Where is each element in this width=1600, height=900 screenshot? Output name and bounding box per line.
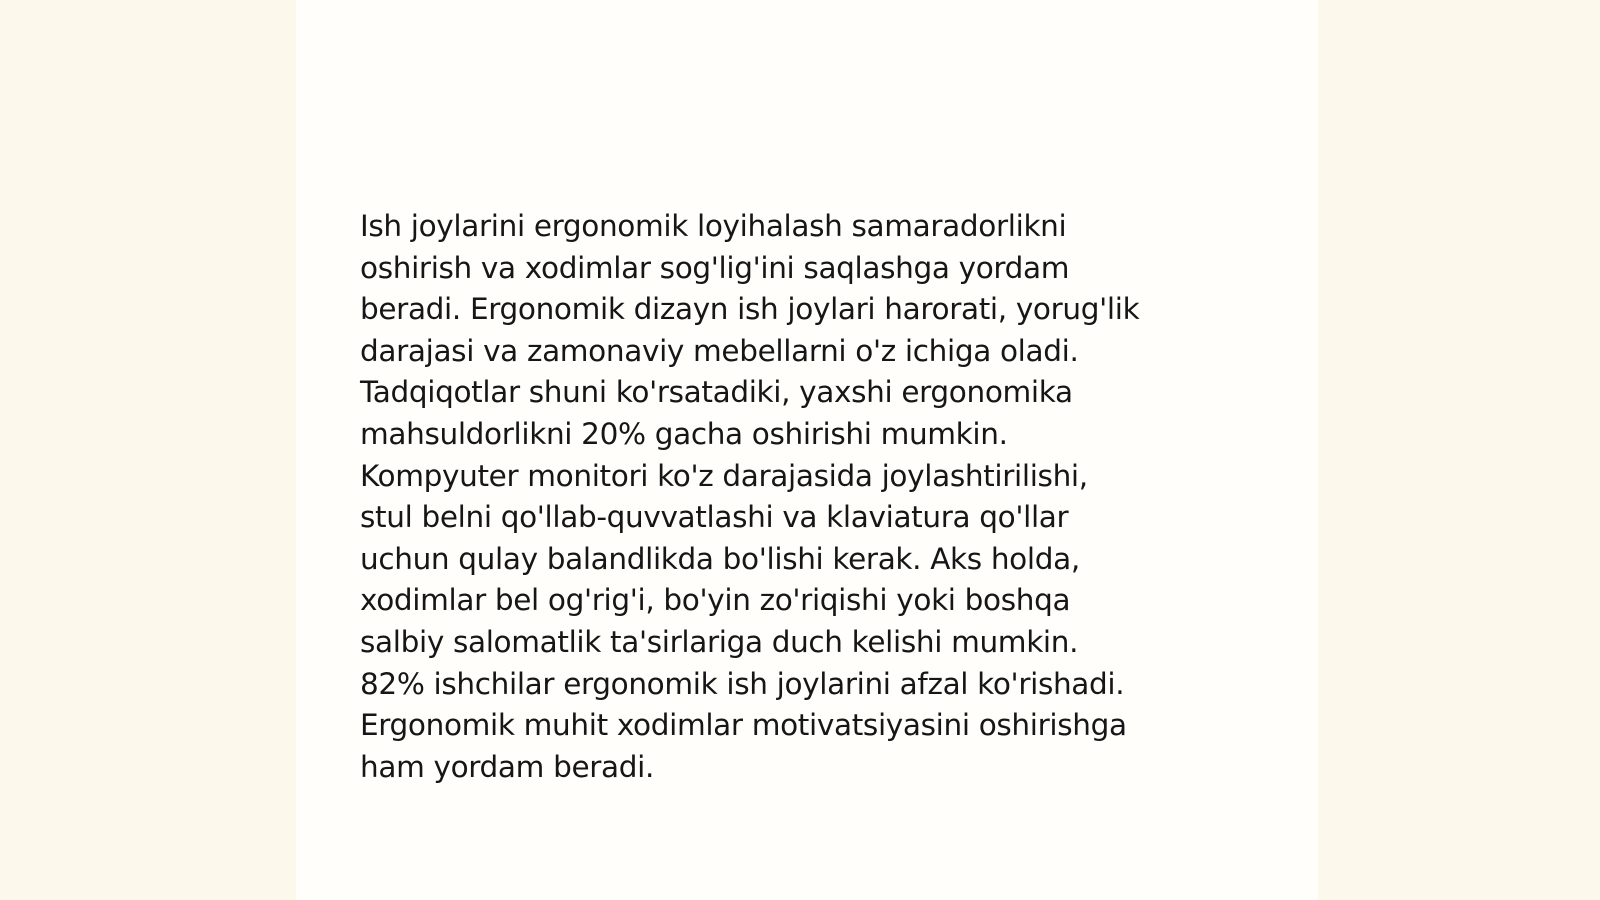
text-line: Ish joylarini ergonomik loyihalash samaradorlikni xyxy=(360,209,1067,243)
text-line: beradi. Ergonomik dizayn ish joylari harorati, yorug'lik xyxy=(360,292,1140,327)
text-line: oshirish va xodimlar sog'lig'ini saqlashga yordam xyxy=(360,250,1070,285)
text-line: Tadqiqotlar shuni ko'rsatadiki, yaxshi ergonomika xyxy=(360,375,1073,410)
text-line: mahsuldorlikni 20% gacha oshirishi mumkin. xyxy=(360,416,1008,451)
text-line: stul belni qo'llab-quvvatlashi va klaviatura qo'llar xyxy=(360,500,1069,535)
text-line: ham yordam beradi. xyxy=(360,749,655,784)
text-line: xodimlar bel og'rig'i, bo'yin zo'riqishi yoki boshqa xyxy=(360,583,1071,618)
text-line: salbiy salomatlik ta'sirlariga duch kelishi mumkin. xyxy=(360,624,1079,659)
text-line: Ergonomik muhit xodimlar motivatsiyasini oshirishga xyxy=(360,708,1127,743)
document-page xyxy=(296,0,1318,900)
text-line: uchun qulay balandlikda bo'lishi kerak. Aks holda, xyxy=(360,541,1080,576)
text-line: Kompyuter monitori ko'z darajasida joylashtirilishi, xyxy=(360,458,1088,493)
body-paragraph xyxy=(360,206,1280,788)
text-line: 82% ishchilar ergonomik ish joylarini afzal ko'rishadi. xyxy=(360,666,1125,701)
text-line: darajasi va zamonaviy mebellarni o'z ichiga oladi. xyxy=(360,333,1079,368)
